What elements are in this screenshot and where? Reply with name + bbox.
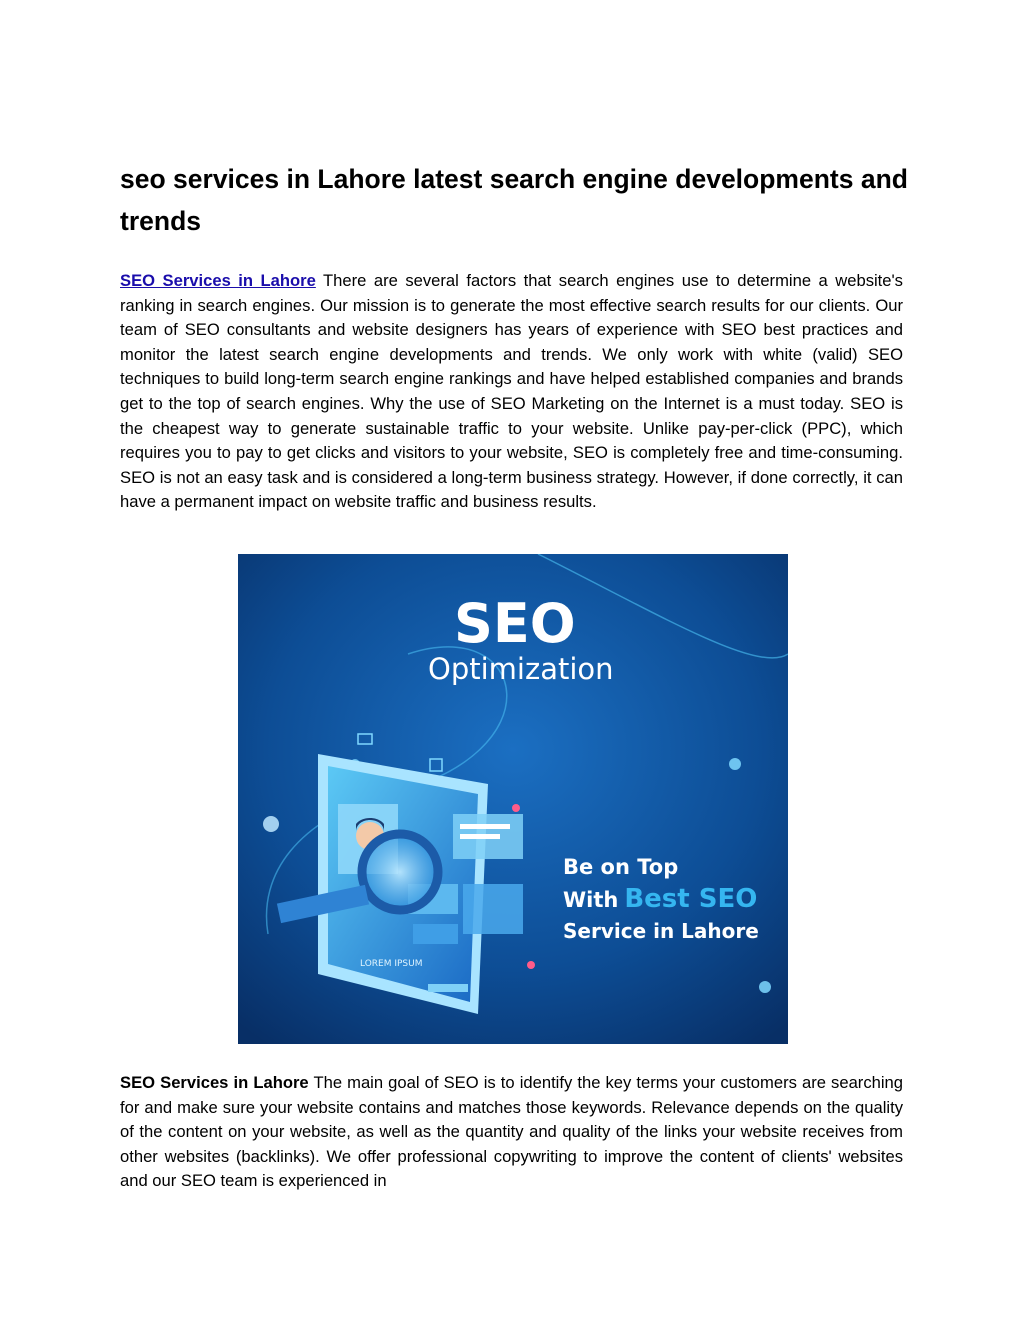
banner-heading: SEO xyxy=(454,592,576,655)
banner-tagline-line3: Service in Lahore xyxy=(563,919,759,943)
banner-tagline-line2 xyxy=(563,884,757,914)
page-title: seo services in Lahore latest search engine developments and trends xyxy=(120,164,908,236)
seo-banner-image xyxy=(238,554,788,1044)
screen-label: LOREM IPSUM xyxy=(360,959,423,969)
intro-paragraph xyxy=(120,269,903,515)
banner-tagline-with: With xyxy=(563,888,619,912)
intro-paragraph-text: There are several factors that search engines use to determine a website's ranking in search engines. Our mission is to generate the most effective search results for our clients. Our team of SEO consultants and website designers has years of experience with SEO best practices and monitor the latest search engine developments and trends. We only work with white (valid) SEO techniques to build long-term search engine rankings and have helped established companies and brands get to the top of search engines. Why the use of SEO Marketing on the Internet is a must today. SEO is the cheapest way to generate sustainable traffic to your website. Unlike pay-per-click (PPC), which requires you to pay to get clicks and visitors to your website, SEO is completely free and time-consuming. SEO is not an easy task and is considered a long-term business strategy. However, if done correctly, it can have a permanent impact on website traffic and business results. xyxy=(120,271,903,512)
seo-services-link[interactable]: SEO Services in Lahore xyxy=(120,271,316,290)
second-paragraph xyxy=(120,1071,903,1194)
banner-tagline-line1: Be on Top xyxy=(563,855,679,879)
second-paragraph-text: The main goal of SEO is to identify the key terms your customers are searching for and make sure your website contains and matches those keywords. Relevance depends on the quality of the content on your website, as well as the quantity and quality of the links your website receives from other websites (backlinks). We offer professional copywriting to improve the content of clients' websites and our SEO team is experienced in xyxy=(120,1073,903,1191)
banner-tagline-highlight: Best SEO xyxy=(624,884,758,914)
second-paragraph-lead: SEO Services in Lahore xyxy=(120,1073,309,1092)
banner-subheading: Optimization xyxy=(428,652,614,686)
